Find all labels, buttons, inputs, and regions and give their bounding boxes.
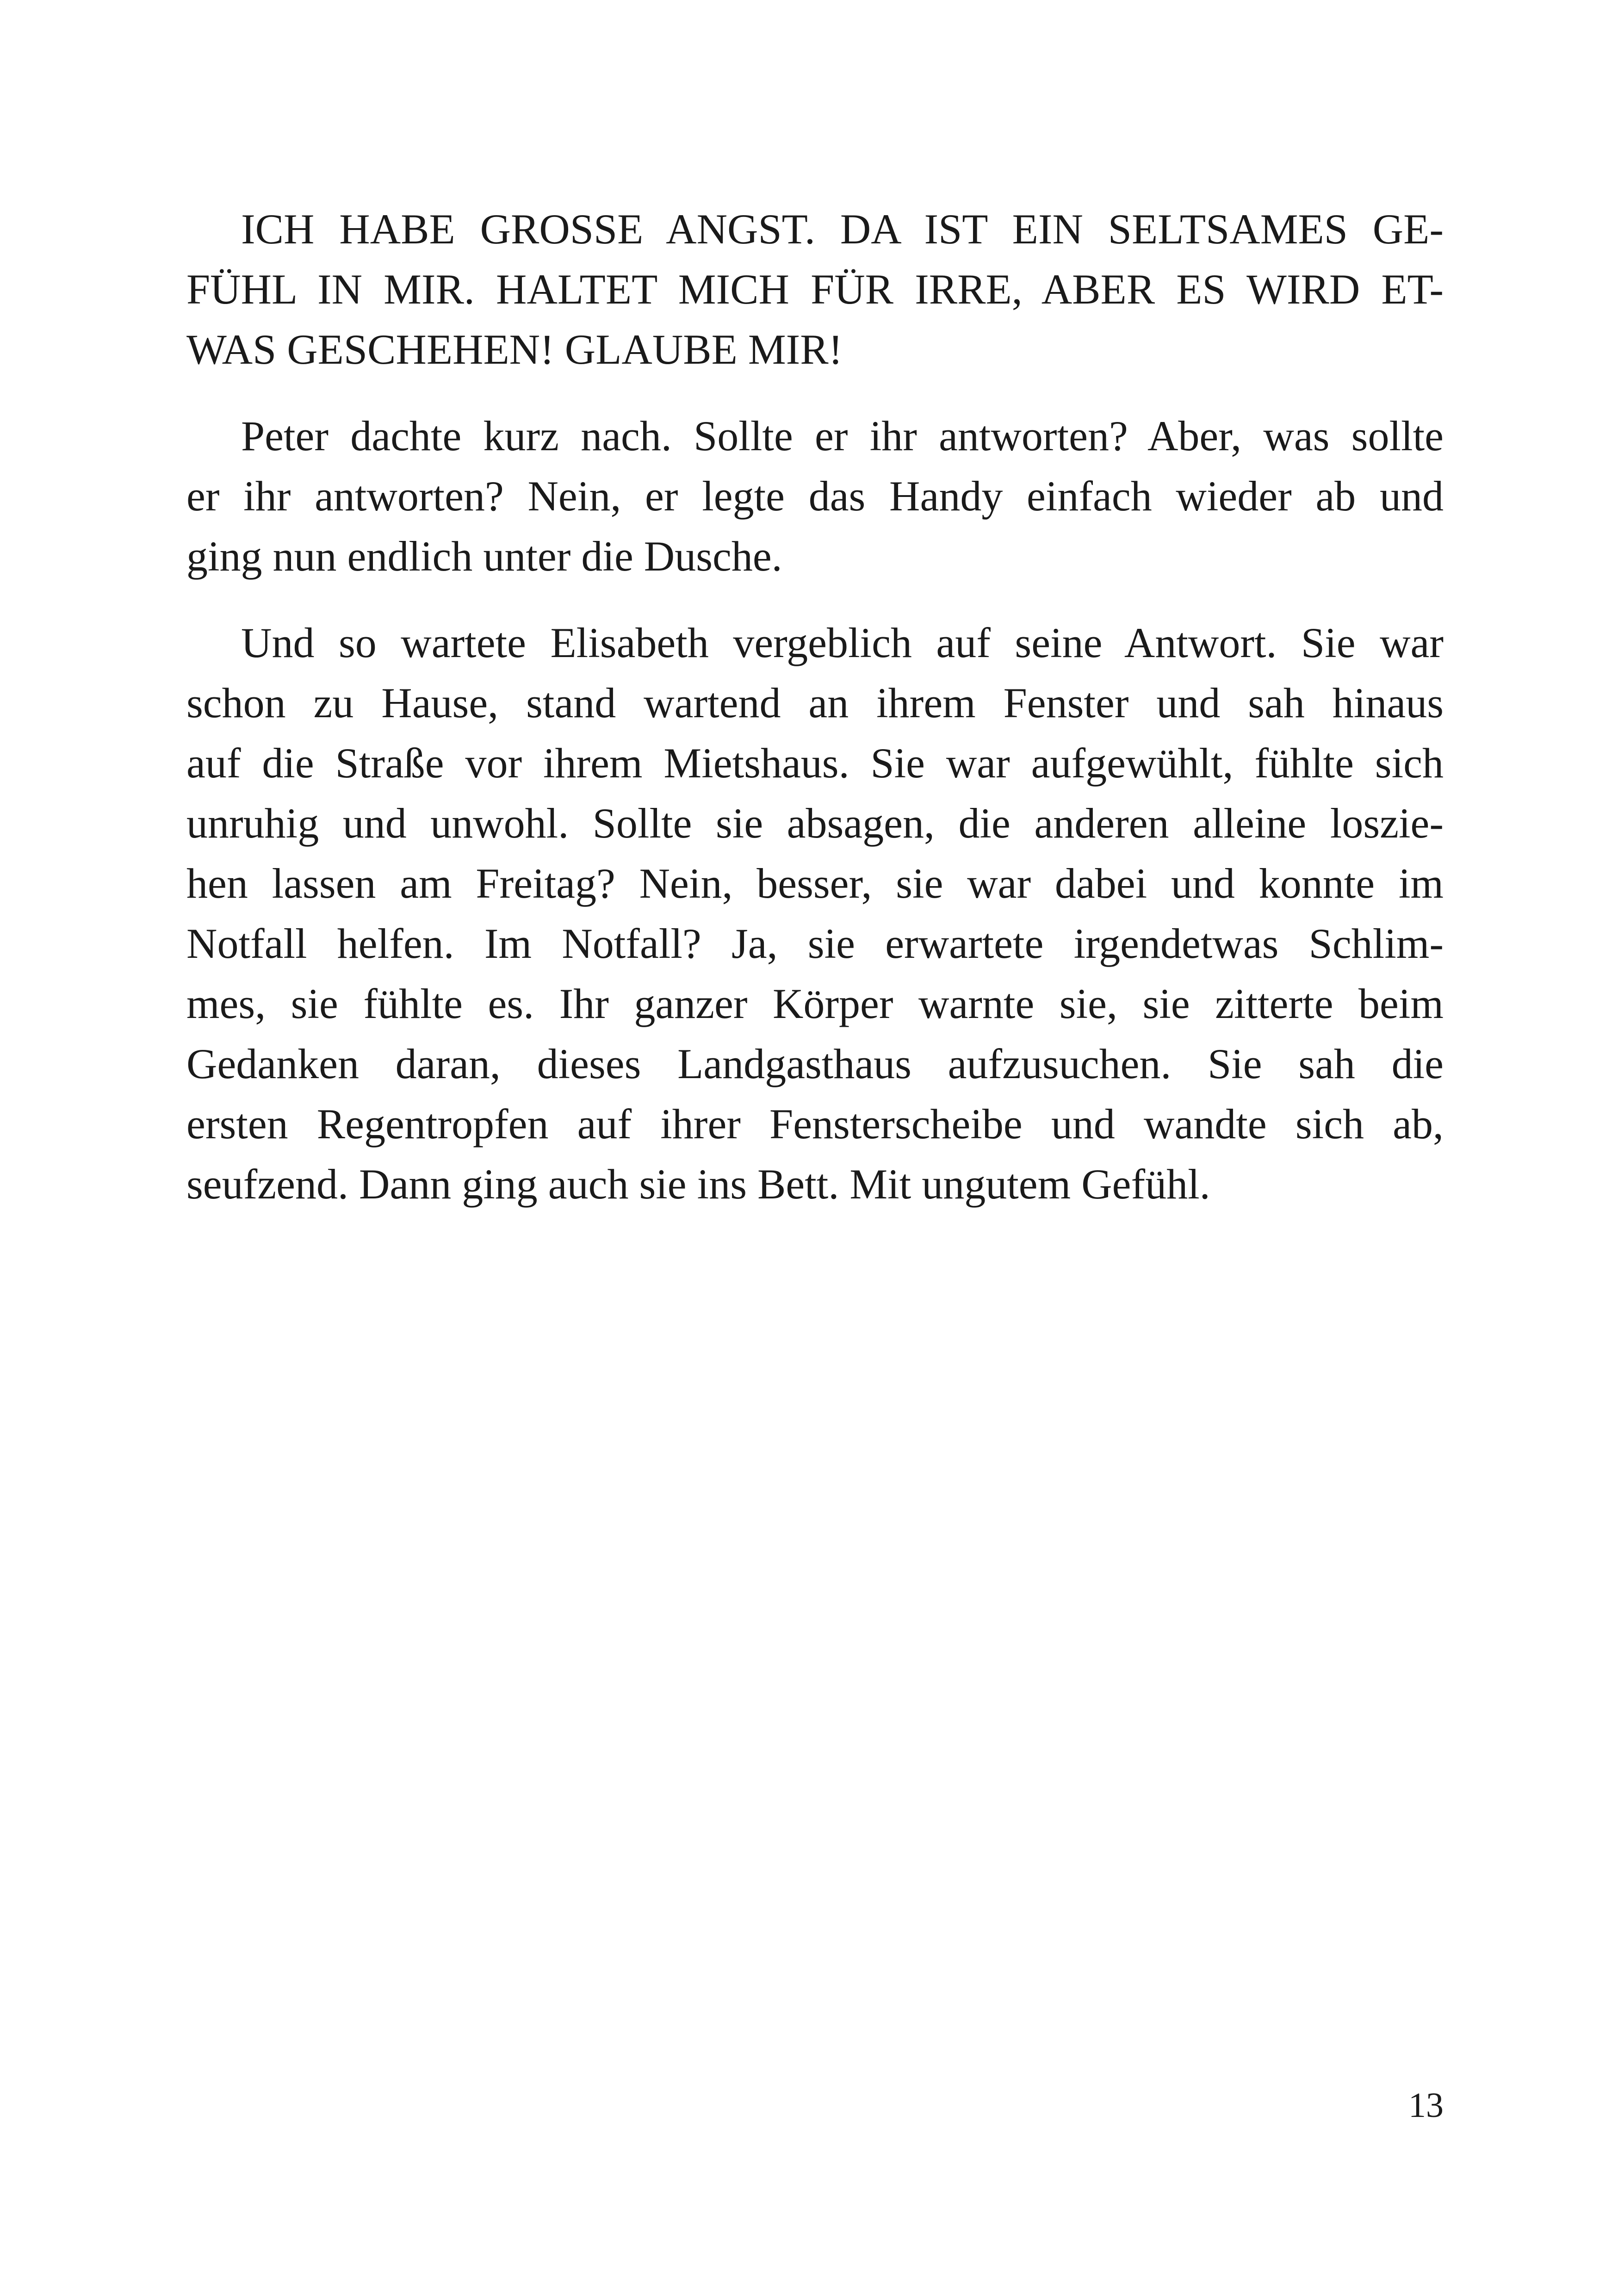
text-line: seufzend. Dann ging auch sie ins Bett. Mit ungutem Gefühl. bbox=[186, 1160, 1210, 1208]
page-number: 13 bbox=[1408, 2086, 1444, 2125]
text-line: Und so wartete Elisabeth vergeblich auf seine Antwort. Sie war bbox=[241, 619, 1444, 666]
text-line: er ihr antworten? Nein, er legte das Handy einfach wieder ab und bbox=[186, 472, 1444, 520]
text-line: hen lassen am Freitag? Nein, besser, sie war dabei und konnte im bbox=[186, 860, 1444, 907]
paragraph-elisabeth bbox=[186, 613, 1444, 1214]
paragraph-message bbox=[186, 199, 1444, 379]
text-line: ging nun endlich unter die Dusche. bbox=[186, 533, 782, 580]
body-text bbox=[186, 199, 1444, 1214]
text-line: auf die Straße vor ihrem Mietshaus. Sie war aufgewühlt, fühlte sich bbox=[186, 739, 1444, 787]
text-line: ICH HABE GROSSE ANGST. DA IST EIN SELTSAMES GE- bbox=[241, 205, 1444, 253]
text-line: schon zu Hause, stand wartend an ihrem Fenster und sah hinaus bbox=[186, 679, 1444, 726]
text-line: mes, sie fühlte es. Ihr ganzer Körper warnte sie, sie zitterte beim bbox=[186, 980, 1444, 1027]
text-line: Notfall helfen. Im Notfall? Ja, sie erwartete irgendetwas Schlim- bbox=[186, 920, 1444, 967]
text-line: WAS GESCHEHEN! GLAUBE MIR! bbox=[186, 326, 843, 373]
text-line: Gedanken daran, dieses Landgasthaus aufzusuchen. Sie sah die bbox=[186, 1040, 1444, 1087]
text-line: Peter dachte kurz nach. Sollte er ihr antworten? Aber, was sollte bbox=[241, 412, 1444, 459]
text-line: unruhig und unwohl. Sollte sie absagen, die anderen alleine loszie- bbox=[186, 800, 1444, 847]
text-line: ersten Regentropfen auf ihrer Fensterscheibe und wandte sich ab, bbox=[186, 1100, 1444, 1148]
text-line: FÜHL IN MIR. HALTET MICH FÜR IRRE, ABER ES WIRD ET- bbox=[186, 266, 1444, 313]
paragraph-peter bbox=[186, 406, 1444, 586]
